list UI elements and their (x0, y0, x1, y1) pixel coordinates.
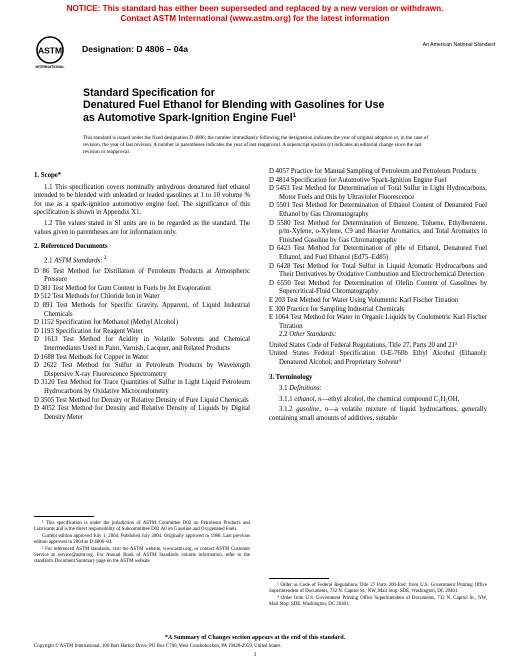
reference-item: D 4052 Test Method for Density and Relative Density of Liquids by Digital Density Meter (34, 405, 250, 421)
other-reference-item: United States Federal Specification O-E-760b Ethyl Alcohol (Ethanol): Denatured Alcohol; and Proprietary Solvent⁴ (269, 350, 487, 367)
reference-item: E 300 Practice for Sampling Industrial Chemicals (269, 305, 405, 313)
reference-item: D 6550 Test Method for Determination of Olefin Content of Gasolines by Supercritical-Fluid Chromatography (269, 279, 487, 296)
footnote: ² For referenced ASTM standards, visit the ASTM website, www.astm.org, or contact ASTM Customer Service at service@astm.org. For Annual Book of ASTM Standards volume information, refer to the standard's Document Summary page on the ASTM website. (34, 547, 250, 564)
reference-item: D 86 Test Method for Distillation of Petroleum Products at Atmospheric Pressure (34, 267, 250, 284)
reference-item: D 1193 Specification for Reagent Water (34, 327, 143, 335)
other-standards-label: 2.2 Other Standards: (279, 331, 337, 339)
issued-statement: This standard is issued under the fixed designation D 4806; the number immediately following the designation indicates the year of original adoption or, in the case of revision, the year of last revision. A number in parentheses indicates the year of last reapproval. A superscript epsilon (ε) indicates an editorial change since the last revision or reapproval. (83, 135, 429, 155)
term-ethanol: 3.1.1 ethanol, n—ethyl alcohol, the chemical compound C₂H₅OH. (279, 395, 460, 403)
reference-item: D 3505 Test Method for Density or Relative Density of Pure Liquid Chemicals (34, 396, 249, 404)
title-line-3: as Automotive Spark-Ignition Engine Fuel$^1$ (83, 111, 297, 124)
designation: Designation: D 4806 – 04a (82, 44, 189, 54)
title-footnote-mark: 1 (292, 112, 297, 119)
notice-line-1: NOTICE: This standard has either been superseded and replaced by a new version or withdrawn. (66, 4, 444, 13)
title-line-1: Standard Specification for (83, 87, 215, 99)
summary-of-changes-note: *A Summary of Changes section appears at the end of this standard. (164, 634, 346, 641)
reference-item: D 1152 Specification for Methanol (Methyl Alcohol) (34, 319, 178, 327)
reference-item: D 512 Test Methods for Chloride Ion in Water (34, 293, 160, 301)
left-reference-list (34, 268, 250, 423)
right-footnotes (269, 578, 487, 609)
referenced-heading: 2. Referenced Documents (34, 243, 108, 251)
term-gasoline: 3.1.2 gasoline, n—a volatile mixture of liquid hydrocarbons, generally containing small amounts of additives, suitable (269, 406, 487, 423)
reference-item: D 6423 Test Method for Determination of pHe of Ethanol, Denatured Fuel Ethanol, and Fuel Ethanol (Ed75–Ed85) (269, 245, 487, 261)
reference-item: D 6428 Test Method for Total Sulfur in Liquid Aromatic Hydrocarbons and Their Derivatives by Oxidative Combustion and Electrochemical Detection (269, 262, 487, 279)
copyright-line: Copyright © ASTM International, 100 Barr Harbor Drive, PO Box C700, West Conshohocken, PA 19428-2959, United States. (34, 644, 282, 649)
title-line-2: Denatured Fuel Ethanol for Blending with Gasolines for Use (83, 99, 385, 112)
footnote: ³ Order as Code of Federal Regulations Title 27 Parts 200-End: from U.S. Government Printing Office Superintendent of Documents, 732 N. Capitol St., NW, Mail Stop: SDE, Washington, DC 20401. (269, 583, 487, 594)
left-column (34, 168, 250, 422)
reference-item: D 4057 Practice for Manual Sampling of Petroleum and Petroleum Products (269, 168, 477, 175)
right-reference-list (269, 168, 487, 331)
left-footnotes (34, 516, 250, 566)
reference-item: D 2622 Test Method for Sulfur in Petroleum Products by Wavelength Dispersive X-ray Fluorescence Spectrometry (34, 362, 250, 378)
reference-item: D 891 Test Methods for Specific Gravity, Apparent, of Liquid Industrial Chemicals (34, 301, 250, 318)
scope-paragraph-1: 1.1 This specification covers nominally anhydrous denatured fuel ethanol intended to be blended with unleaded or leaded gasolines at 1 to 10 volume % for use as a spark-ignition automotive engine fuel. The significance of this specification is shown in Appendix X1. (34, 183, 250, 217)
reference-item: E 203 Test Method for Water Using Volumetric Karl Fischer Titration (269, 296, 459, 304)
american-national-standard: An American National Standard (422, 42, 495, 48)
other-reference-list (269, 342, 487, 368)
reference-item: D 4814 Specification for Automotive Spark-Ignition Engine Fuel (269, 176, 447, 184)
footnote: ⁴ Order from U.S. Government Printing Office Superintendent of Documents, 732 N. Capitol St., NW, Mail Stop: SDE, Washington, DC 20401. (269, 596, 487, 607)
reference-item: D 1688 Test Methods for Copper in Water (34, 353, 149, 361)
terminology-heading: 3. Terminology (269, 373, 313, 381)
logo-subtext: INTERNATIONAL (35, 65, 65, 69)
footnote: ¹ This specification is under the jurisdiction of ASTM Committee D02 on Petroleum Products and Lubricants and is the direct responsibility of Subcommittee D02.A0 on Gasoline and Oxygenated Fuels. (34, 521, 250, 532)
reference-item: D 1613 Test Method for Acidity in Volatile Solvents and Chemical Intermediates Used in Paint, Varnish, Lacquer, and Related Products (34, 336, 250, 352)
scope-heading: 1. Scope* (34, 172, 62, 179)
other-reference-item: United States Code of Federal Regulations, Title 27, Parts 20 and 21³ (269, 341, 457, 349)
footnote-divider (34, 516, 94, 517)
reference-item: D 5501 Test Method for Determination of Ethanol Content of Denatured Fuel Ethanol by Gas Chromatography (269, 202, 487, 218)
reference-item: D 3120 Test Method for Trace Quantities of Sulfur in Light Liquid Petroleum Hydrocarbons by Oxidative Microcoulometry (34, 379, 250, 395)
supersede-notice (0, 4, 510, 24)
astm-standards-label: 2.1 ASTM Standards: $^2$ (44, 255, 107, 265)
reference-item: D 5580 Test Method for Determination of Benzene, Toluene, Ethylbenzene, p/m-Xylene, o-Xylene, C9 and Heavier Aromatics, and Total Aromatics in Finished Gasoline by Gas Chromatography (269, 219, 487, 244)
footnote-divider (269, 578, 329, 579)
definitions-label: 3.1 Definitions: (279, 385, 322, 393)
scope-paragraph-2: 1.2 The values stated in SI units are to be regarded as the standard. The values given in parentheses are for information only. (34, 219, 250, 236)
reference-item: D 381 Test Method for Gum Content in Fuels by Jet Evaporation (34, 284, 211, 292)
reference-item: D 5453 Test Method for Determination of Total Sulfur in Light Hydrocarbons, Motor Fuels and Oils by Ultraviolet Fluorescence (269, 185, 487, 201)
astm-logo (33, 35, 67, 69)
logo-text: ASTM (37, 45, 63, 56)
document-title (83, 87, 463, 124)
footnote: Current edition approved July 1, 2004. Published July 2004. Originally approved in 1988. Last previous edition approved in 2004 as D 4806–04. (34, 534, 250, 545)
notice-line-2: Contact ASTM International (www.astm.org) for the latest information (120, 14, 390, 23)
right-column (269, 168, 487, 426)
reference-item: E 1064 Test Method for Water in Organic Liquids by Coulometric Karl Fischer Titration (269, 314, 487, 330)
page-number: 1 (253, 652, 257, 658)
